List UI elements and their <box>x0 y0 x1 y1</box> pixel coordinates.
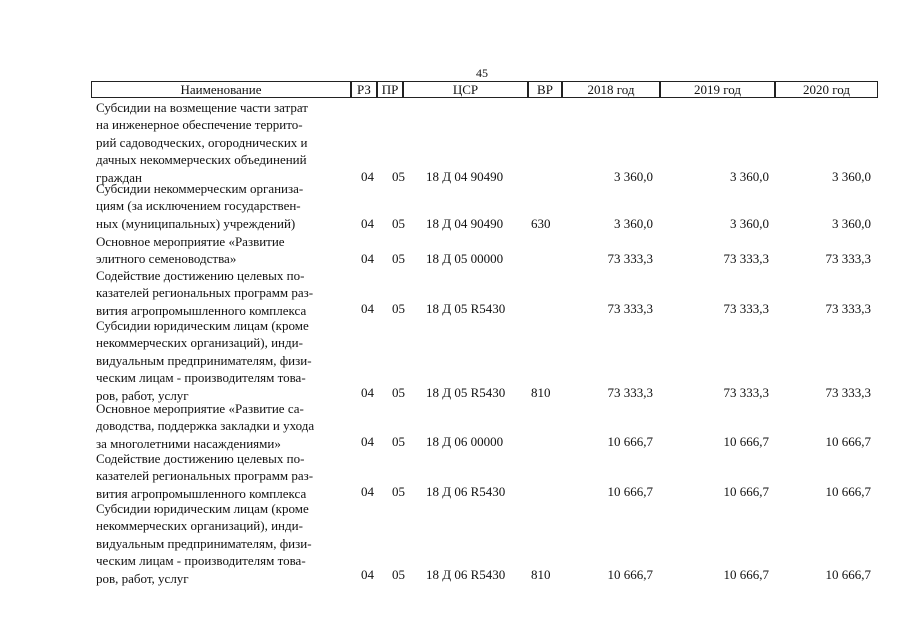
cell-rz: 04 <box>361 484 374 499</box>
row-name: Субсидии юридическим лицам (кроме некоммерческих организаций), инди- видуальным предпринимателям, физи- ческим лицам - производителям това- ров, работ, услуг <box>96 318 312 403</box>
cell-csr: 18 Д 04 90490 <box>426 169 504 184</box>
cell-2018: 3 360,0 <box>614 169 653 184</box>
cell-csr: 18 Д 06 00000 <box>426 434 504 449</box>
header-2018: 2018 год <box>562 81 660 98</box>
cell-rz: 04 <box>361 169 374 184</box>
row-name: Субсидии некоммерческим организа- циям (за исключением государствен- ных (муниципальных) учреждений) <box>96 181 304 231</box>
cell-2020: 73 333,3 <box>825 385 871 400</box>
cell-2018: 10 666,7 <box>607 434 653 449</box>
cell-2020: 10 666,7 <box>825 567 871 582</box>
cell-pr: 05 <box>392 484 405 499</box>
header-pr: ПР <box>377 81 403 98</box>
header-csr: ЦСР <box>403 81 528 98</box>
header-2019: 2019 год <box>660 81 775 98</box>
cell-csr: 18 Д 06 R5430 <box>426 567 506 582</box>
cell-2020: 73 333,3 <box>825 251 871 266</box>
cell-2019: 73 333,3 <box>723 385 769 400</box>
cell-vr: 810 <box>531 567 551 582</box>
cell-2018: 10 666,7 <box>607 567 653 582</box>
header-name: Наименование <box>91 81 351 98</box>
cell-2020: 3 360,0 <box>832 169 871 184</box>
cell-2019: 10 666,7 <box>723 484 769 499</box>
cell-2018: 73 333,3 <box>607 385 653 400</box>
cell-2019: 73 333,3 <box>723 251 769 266</box>
cell-pr: 05 <box>392 434 405 449</box>
cell-rz: 04 <box>361 385 374 400</box>
cell-2019: 3 360,0 <box>730 216 769 231</box>
cell-pr: 05 <box>392 301 405 316</box>
cell-rz: 04 <box>361 216 374 231</box>
row-name: Основное мероприятие «Развитие элитного семеноводства» <box>96 234 285 267</box>
cell-2019: 10 666,7 <box>723 567 769 582</box>
cell-rz: 04 <box>361 567 374 582</box>
cell-csr: 18 Д 05 00000 <box>426 251 504 266</box>
cell-rz: 04 <box>361 434 374 449</box>
cell-pr: 05 <box>392 216 405 231</box>
cell-csr: 18 Д 05 R5430 <box>426 301 506 316</box>
row-name: Основное мероприятие «Развитие са- доводства, поддержка закладки и ухода за многолетними насаждениями» <box>96 401 315 451</box>
page-number: 45 <box>476 66 488 80</box>
cell-pr: 05 <box>392 567 405 582</box>
cell-2018: 73 333,3 <box>607 251 653 266</box>
cell-csr: 18 Д 05 R5430 <box>426 385 506 400</box>
cell-2018: 10 666,7 <box>607 484 653 499</box>
cell-2020: 10 666,7 <box>825 484 871 499</box>
cell-2018: 73 333,3 <box>607 301 653 316</box>
cell-pr: 05 <box>392 251 405 266</box>
row-name: Содействие достижению целевых по- казателей региональных программ раз- вития агропромышленного комплекса <box>96 268 314 318</box>
cell-pr: 05 <box>392 385 405 400</box>
cell-pr: 05 <box>392 169 405 184</box>
header-vr: ВР <box>528 81 562 98</box>
row-name: Субсидии на возмещение части затрат на инженерное обеспечение террито- рий садоводческих, огороднических и дачных некоммерческих объединений граждан <box>96 100 308 185</box>
header-rz: РЗ <box>351 81 377 98</box>
cell-csr: 18 Д 06 R5430 <box>426 484 506 499</box>
cell-2019: 3 360,0 <box>730 169 769 184</box>
cell-2018: 3 360,0 <box>614 216 653 231</box>
cell-2019: 10 666,7 <box>723 434 769 449</box>
cell-csr: 18 Д 04 90490 <box>426 216 504 231</box>
cell-rz: 04 <box>361 251 374 266</box>
row-name: Содействие достижению целевых по- казателей региональных программ раз- вития агропромышленного комплекса <box>96 451 314 501</box>
cell-rz: 04 <box>361 301 374 316</box>
cell-vr: 810 <box>531 385 551 400</box>
cell-2020: 73 333,3 <box>825 301 871 316</box>
cell-2019: 73 333,3 <box>723 301 769 316</box>
row-name: Субсидии юридическим лицам (кроме некоммерческих организаций), инди- видуальным предпринимателям, физи- ческим лицам - производителям това- ров, работ, услуг <box>96 501 312 586</box>
header-2020: 2020 год <box>775 81 878 98</box>
cell-vr: 630 <box>531 216 551 231</box>
cell-2020: 10 666,7 <box>825 434 871 449</box>
cell-2020: 3 360,0 <box>832 216 871 231</box>
